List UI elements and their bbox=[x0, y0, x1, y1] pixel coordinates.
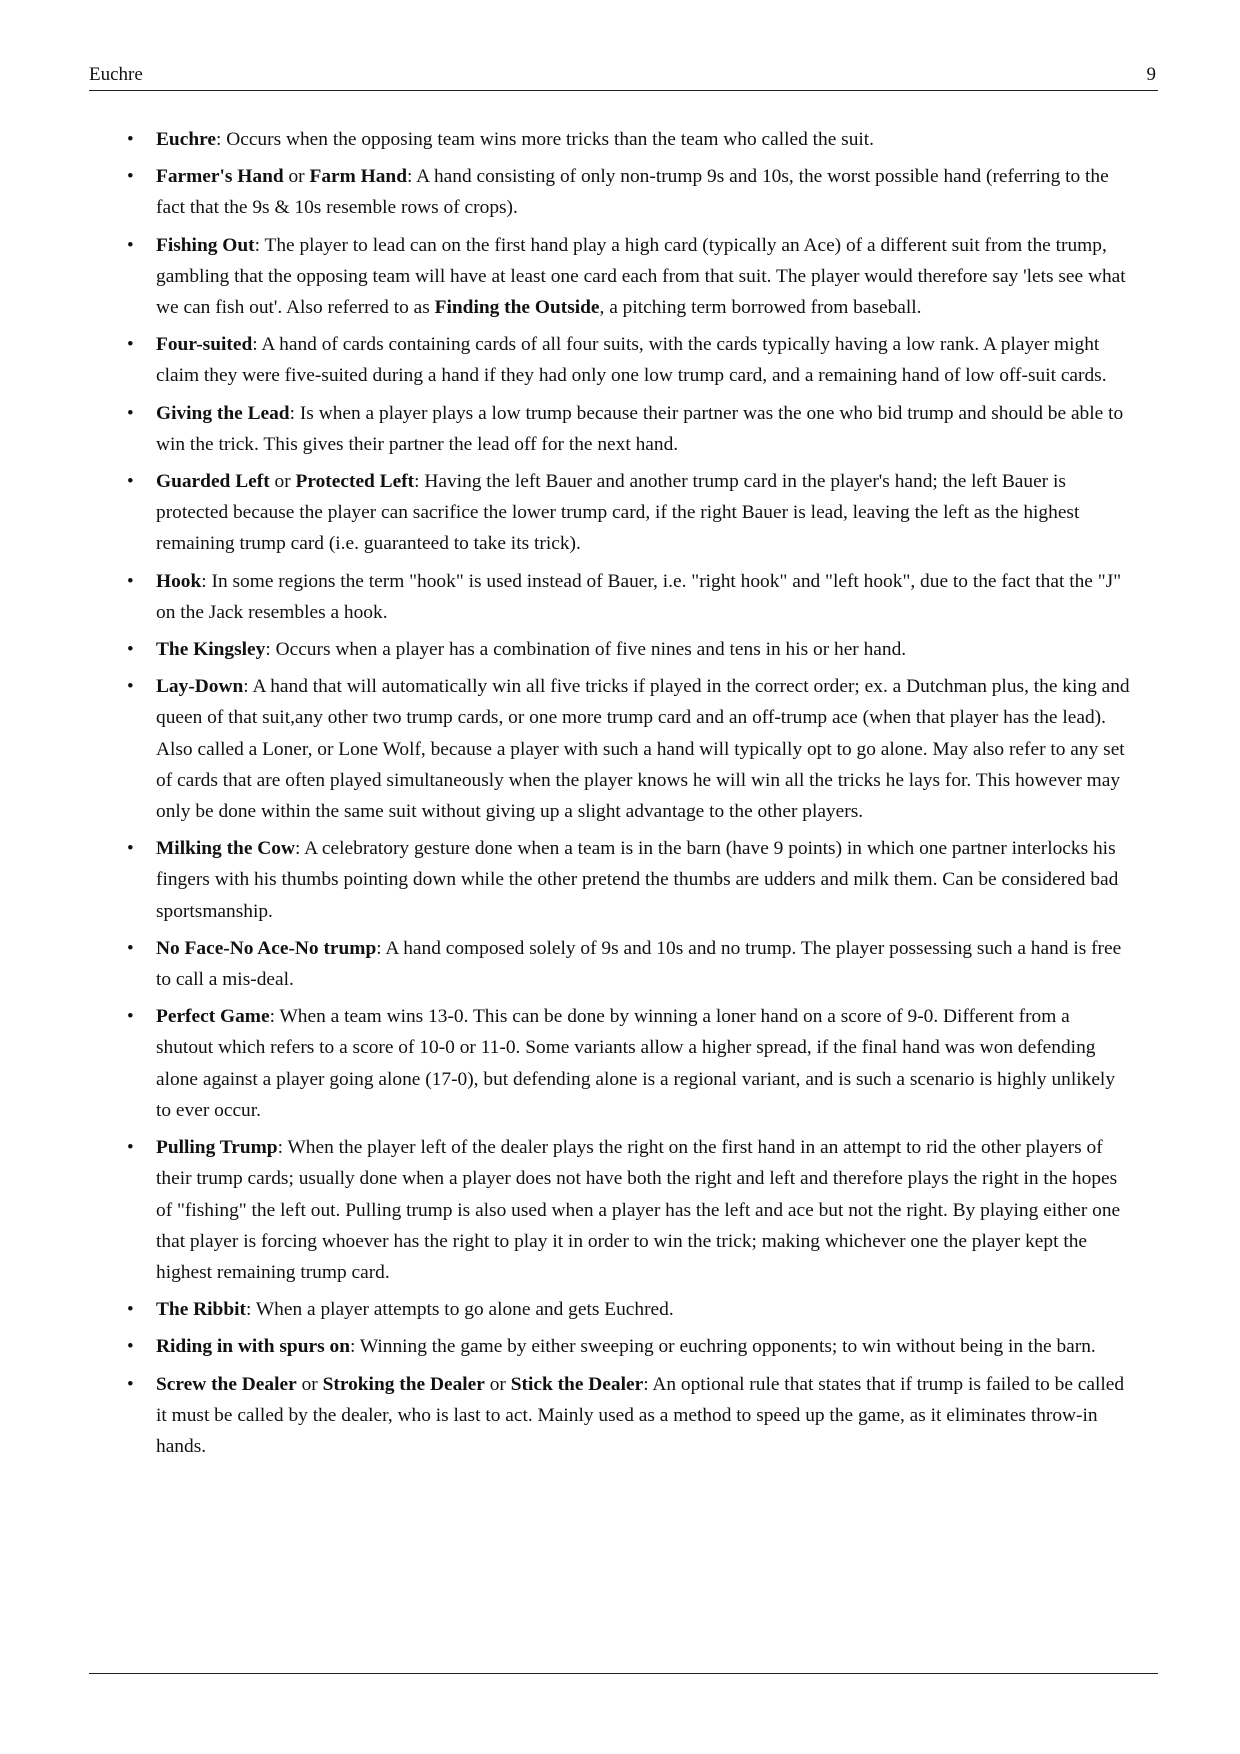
glossary-list bbox=[120, 124, 1130, 1462]
glossary-definition-text: : A hand that will automatically win all five tricks if played in the correct order; ex. a Dutchman plus, the king and queen of that suit,any other two trump cards, or one more trump card and an off-trump ace (when that player has the lead). Also called a Loner, or Lone Wolf, because a player with such a hand will typically opt to go alone. May also refer to any set of cards that are often played simultaneously when the player knows he will win all the tricks he lays for. This however may only be done within the same suit without giving up a slight advantage to the other players. bbox=[156, 676, 1130, 823]
glossary-entry bbox=[120, 933, 1130, 995]
bullet-icon: • bbox=[127, 1299, 134, 1321]
glossary-definition-text: : When a player attempts to go alone and gets Euchred. bbox=[245, 1299, 674, 1321]
glossary-entry bbox=[120, 1331, 1130, 1362]
glossary-entry bbox=[120, 230, 1130, 324]
glossary-definition-text: or bbox=[296, 1373, 323, 1395]
glossary-term: Pulling Trump bbox=[156, 1137, 278, 1159]
glossary-content bbox=[120, 124, 1130, 1468]
glossary-entry bbox=[120, 566, 1130, 628]
glossary-entry bbox=[120, 466, 1130, 560]
bullet-icon: • bbox=[127, 676, 134, 698]
glossary-entry bbox=[120, 124, 1130, 155]
glossary-term: Guarded Left bbox=[156, 471, 270, 493]
glossary-term: Screw the Dealer bbox=[156, 1373, 297, 1395]
glossary-definition-text: : An optional rule that states that if trump is failed to be called it must be called by the dealer, who is last to act. Mainly used as a method to speed up the game, as it eliminates throw-in hands. bbox=[156, 1373, 1125, 1457]
page-number: 9 bbox=[1146, 64, 1156, 85]
bullet-icon: • bbox=[127, 838, 134, 860]
bullet-icon: • bbox=[127, 129, 134, 150]
glossary-definition-text: : A hand of cards containing cards of all four suits, with the cards typically having a low rank. A player might claim they were five-suited during a hand if they had only one low trump card, and a remaining hand of low off-suit cards. bbox=[156, 334, 1107, 387]
glossary-entry bbox=[120, 833, 1130, 927]
bullet-icon: • bbox=[127, 166, 134, 188]
bullet-icon: • bbox=[127, 402, 134, 424]
glossary-entry bbox=[120, 1294, 1130, 1325]
glossary-entry bbox=[120, 1132, 1130, 1288]
glossary-term: Finding the Outside bbox=[434, 297, 600, 319]
glossary-definition-text: or bbox=[269, 471, 296, 493]
glossary-term: Farm Hand bbox=[309, 166, 407, 188]
glossary-term: Hook bbox=[156, 570, 202, 592]
glossary-definition-text: : Is when a player plays a low trump because their partner was the one who bid trump and should be able to win the trick. This gives their partner the lead off for the next hand. bbox=[156, 402, 1124, 455]
glossary-definition-text: : When the player left of the dealer plays the right on the first hand in an attempt to rid the other players of their trump cards; usually done when a player does not have both the right and left and therefore plays the right in the hopes of "fishing" the left out. Pulling trump is also used when a player has the left and ace but not the right. By playing either one that player is forcing whoever has the right to play it in order to win the trick; making whichever one the player kept the highest remaining trump card. bbox=[156, 1137, 1121, 1283]
bullet-icon: • bbox=[127, 234, 134, 256]
bullet-icon: • bbox=[127, 1137, 134, 1159]
glossary-term: Lay-Down bbox=[156, 676, 244, 698]
glossary-definition-text: : A celebratory gesture done when a team is in the barn (have 9 points) in which one partner interlocks his fingers with his thumbs pointing down while the other pretend the thumbs are udders and milk them. Can be considered bad sportsmanship. bbox=[156, 838, 1119, 922]
bullet-icon: • bbox=[127, 471, 134, 493]
glossary-term: Stroking the Dealer bbox=[322, 1373, 485, 1395]
bullet-icon: • bbox=[127, 1006, 134, 1028]
glossary-term: Protected Left bbox=[295, 471, 415, 493]
glossary-definition-text: : Occurs when a player has a combination of five nines and tens in his or her hand. bbox=[265, 639, 907, 661]
glossary-definition-text: : A hand composed solely of 9s and 10s and no trump. The player possessing such a hand is free to call a mis-deal. bbox=[156, 937, 1122, 991]
glossary-definition-text: : Winning the game by either sweeping or euchring opponents; to win without being in the barn. bbox=[349, 1336, 1096, 1358]
glossary-entry bbox=[120, 1001, 1130, 1126]
glossary-entry bbox=[120, 398, 1130, 460]
glossary-term: No Face-No Ace-No trump bbox=[156, 937, 377, 959]
glossary-term: Giving the Lead bbox=[156, 402, 290, 424]
bullet-icon: • bbox=[127, 639, 134, 661]
glossary-definition-text: : In some regions the term "hook" is used instead of Bauer, i.e. "right hook" and "left hook", due to the fact that the "J" on the Jack resembles a hook. bbox=[156, 570, 1122, 623]
bullet-icon: • bbox=[127, 1336, 134, 1358]
glossary-term: Perfect Game bbox=[156, 1006, 270, 1028]
glossary-definition-text: : A hand consisting of only non-trump 9s and 10s, the worst possible hand (referring to the fact that the 9s & 10s resemble rows of crops). bbox=[156, 166, 1109, 219]
footer-divider bbox=[89, 1673, 1158, 1674]
glossary-term: Farmer's Hand bbox=[156, 166, 284, 188]
glossary-term: Milking the Cow bbox=[156, 838, 295, 860]
glossary-term: Stick the Dealer bbox=[510, 1373, 644, 1395]
glossary-definition-text: : Having the left Bauer and another trump card in the player's hand; the left Bauer is protected because the player can sacrifice the lower trump card, if the right Bauer is lead, leaving the left as the highest remaining trump card (i.e. guaranteed to take its trick). bbox=[156, 471, 1080, 555]
glossary-entry bbox=[120, 634, 1130, 665]
glossary-definition-text: : Occurs when the opposing team wins more tricks than the team who called the suit. bbox=[215, 129, 875, 150]
glossary-definition-text: : When a team wins 13-0. This can be done by winning a loner hand on a score of 9-0. Different from a shutout which refers to a score of 10-0 or 11-0. Some variants allow a higher spread, if the final hand was won defending alone against a player going alone (17-0), but defending alone is a regional variant, and is such a scenario is highly unlikely to ever occur. bbox=[156, 1006, 1116, 1121]
glossary-definition-text: : The player to lead can on the first hand play a high card (typically an Ace) of a different suit from the trump, gambling that the opposing team will have at least one card each from that suit. The player would therefore say 'lets see what we can fish out'. Also referred to as bbox=[156, 234, 1126, 319]
bullet-icon: • bbox=[127, 570, 134, 592]
glossary-entry bbox=[120, 329, 1130, 391]
glossary-term: Four-suited bbox=[156, 334, 253, 356]
glossary-entry bbox=[120, 1369, 1130, 1463]
glossary-term: The Kingsley bbox=[156, 639, 266, 661]
glossary-entry bbox=[120, 671, 1130, 827]
bullet-icon: • bbox=[127, 937, 134, 959]
bullet-icon: • bbox=[127, 334, 134, 356]
glossary-term: Euchre bbox=[156, 129, 216, 150]
glossary-definition-text: or bbox=[484, 1373, 511, 1395]
glossary-term: Riding in with spurs on bbox=[156, 1336, 350, 1358]
page-header bbox=[89, 62, 1158, 91]
document-title: Euchre bbox=[89, 64, 143, 85]
glossary-definition-text: or bbox=[283, 166, 310, 188]
glossary-entry bbox=[120, 161, 1130, 223]
glossary-definition-text: , a pitching term borrowed from baseball. bbox=[599, 297, 922, 319]
glossary-term: Fishing Out bbox=[156, 234, 255, 256]
glossary-term: The Ribbit bbox=[156, 1299, 246, 1321]
bullet-icon: • bbox=[127, 1373, 134, 1395]
